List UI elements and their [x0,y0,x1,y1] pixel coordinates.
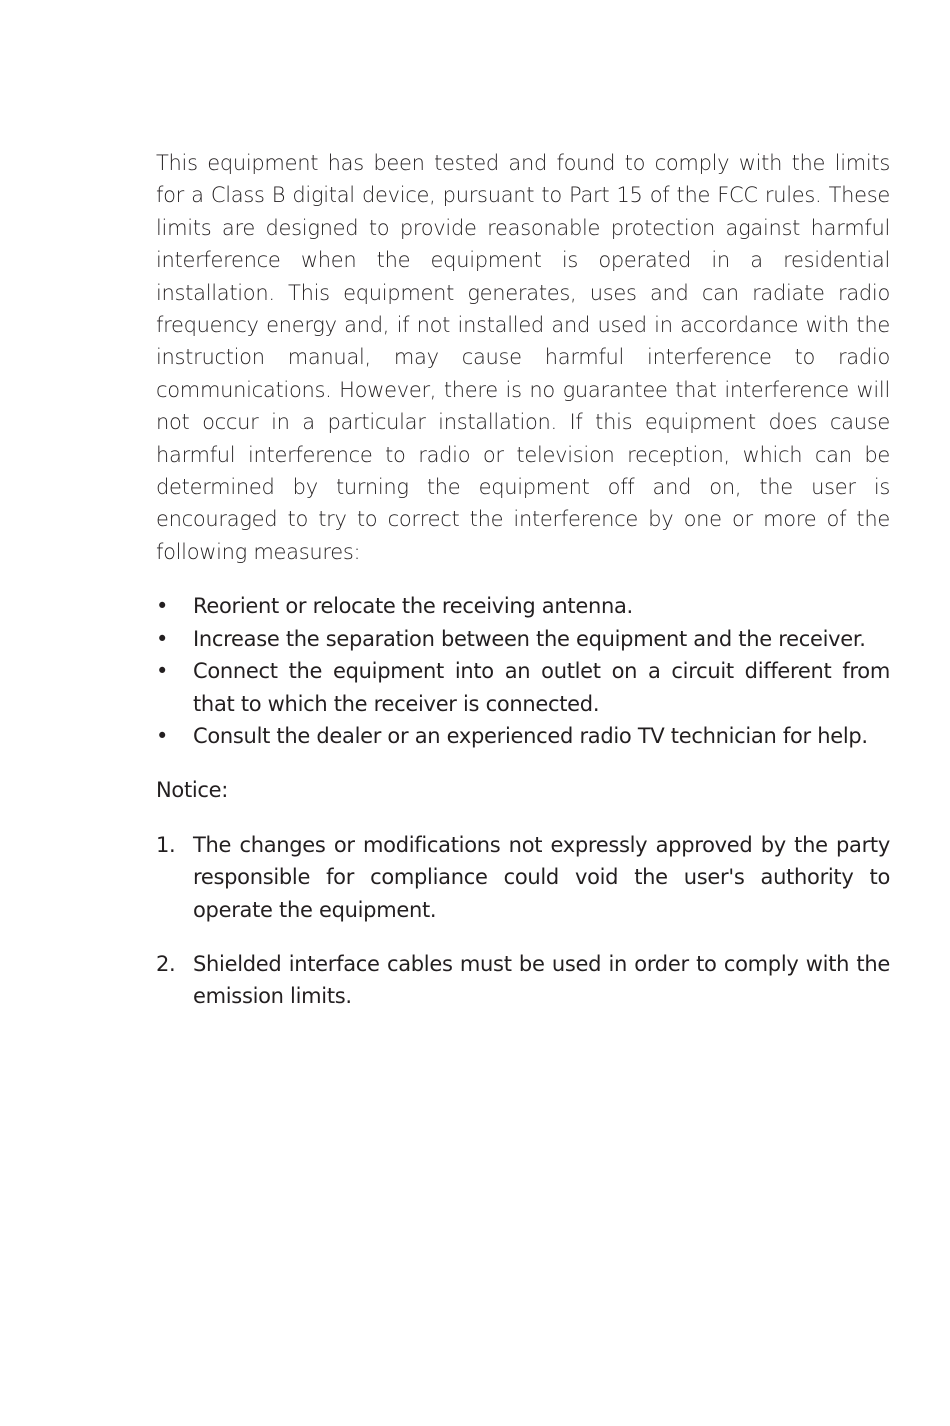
measure-text: Consult the dealer or an experienced radio TV technician for help. [193,723,868,748]
notice-item [156,829,890,926]
list-item [156,590,890,622]
fcc-statement-paragraph: This equipment has been tested and found to comply with the limits for a Class B digital device, pursuant to Part 15 of the FCC rules. These limits are designed to provide reasonable protection against harmful interference when the equipment is operated in a residential installation. This equipment generates, uses and can radiate radio frequency energy and, if not installed and used in accordance with the instruction manual, may cause harmful interference to radio communications. However, there is no guarantee that interference will not occur in a particular installation. If this equipment does cause harmful interference to radio or television reception, which can be determined by turning the equipment off and on, the user is encouraged to try to correct the interference by one or more of the following measures: [156,151,890,564]
measure-text: Increase the separation between the equipment and the receiver. [193,626,866,651]
notice-number: 1. [156,832,176,857]
notice-heading: Notice: [156,778,229,803]
document-page [156,147,890,1035]
measure-text: Reorient or relocate the receiving antenna. [193,594,633,619]
bullet-icon: • [156,626,169,651]
bullet-icon: • [156,723,169,748]
list-item [156,720,890,752]
notice-number: 2. [156,951,176,976]
list-item [156,623,890,655]
measures-list [156,590,890,752]
notice-list [156,829,890,1013]
notice-text: The changes or modifications not expressly approved by the party responsible for compliance could void the user's authority to operate the equipment. [193,832,890,922]
list-item [156,655,890,720]
notice-text: Shielded interface cables must be used in order to comply with the emission limits. [193,951,890,1009]
bullet-icon: • [156,594,169,619]
bullet-icon: • [156,659,169,684]
measure-text: Connect the equipment into an outlet on a circuit different from that to which the receiver is connected. [193,659,890,716]
notice-item [156,948,890,1013]
